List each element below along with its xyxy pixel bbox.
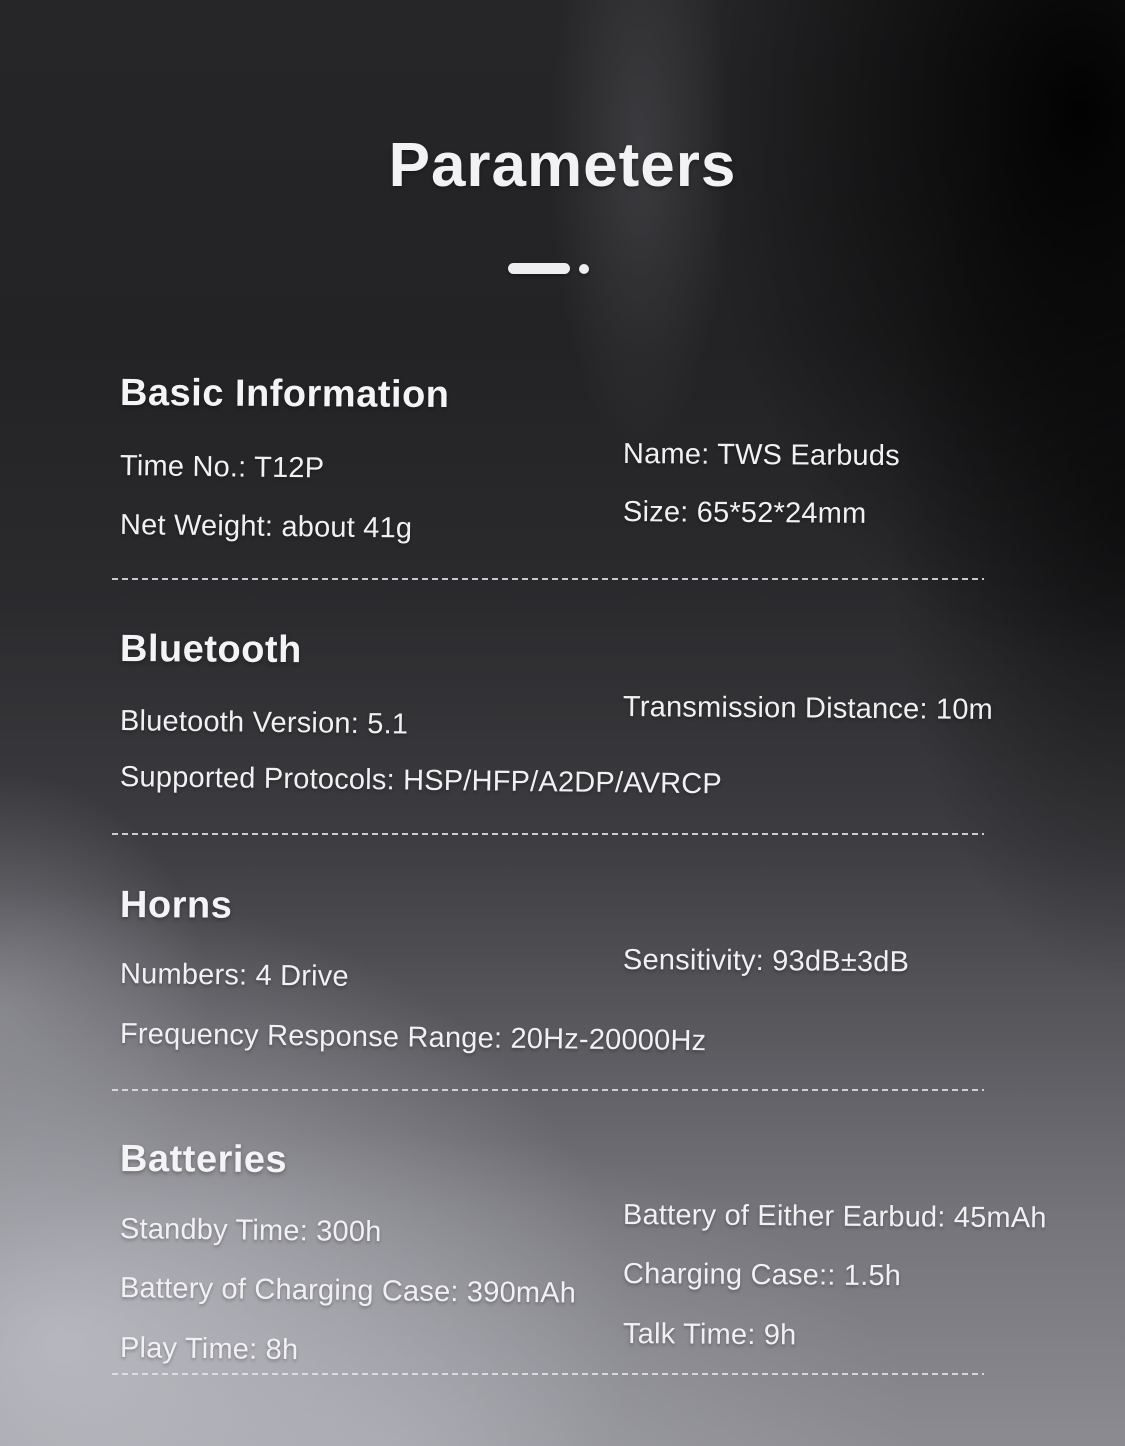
spec-line: Battery of Charging Case: 390mAh [119, 1272, 577, 1310]
page-title: Parameters [388, 131, 737, 200]
section-heading: Horns [119, 884, 233, 927]
section-heading: Bluetooth [119, 628, 302, 672]
spec-line: Frequency Response Range: 20Hz-20000Hz [119, 1018, 707, 1058]
spec-line: Talk Time: 9h [622, 1318, 797, 1352]
spec-line: Net Weight: about 41g [119, 509, 413, 545]
section-divider [112, 833, 984, 835]
section-divider [112, 578, 984, 580]
section-divider [112, 1089, 984, 1091]
section-heading: Batteries [119, 1138, 288, 1182]
dot-icon [579, 264, 589, 274]
spec-line: Numbers: 4 Drive [119, 958, 350, 993]
spec-line: Transmission Distance: 10m [622, 691, 994, 726]
spec-line: Battery of Either Earbud: 45mAh [622, 1199, 1047, 1235]
spec-line: Sensitivity: 93dB±3dB [622, 944, 910, 979]
spec-line: Standby Time: 300h [119, 1213, 382, 1249]
section-heading: Basic Information [119, 372, 450, 417]
dash-icon [508, 263, 570, 274]
spec-line: Bluetooth Version: 5.1 [119, 705, 409, 741]
spec-line: Supported Protocols: HSP/HFP/A2DP/AVRCP [119, 761, 723, 801]
spec-line: Size: 65*52*24mm [622, 496, 867, 530]
spec-line: Play Time: 8h [119, 1332, 299, 1367]
section-divider [112, 1373, 984, 1375]
spec-line: Name: TWS Earbuds [622, 438, 900, 473]
title-block [0, 130, 1125, 274]
title-underline [0, 263, 1111, 274]
spec-line: Charging Case:: 1.5h [622, 1258, 902, 1293]
spec-line: Time No.: T12P [119, 450, 325, 485]
